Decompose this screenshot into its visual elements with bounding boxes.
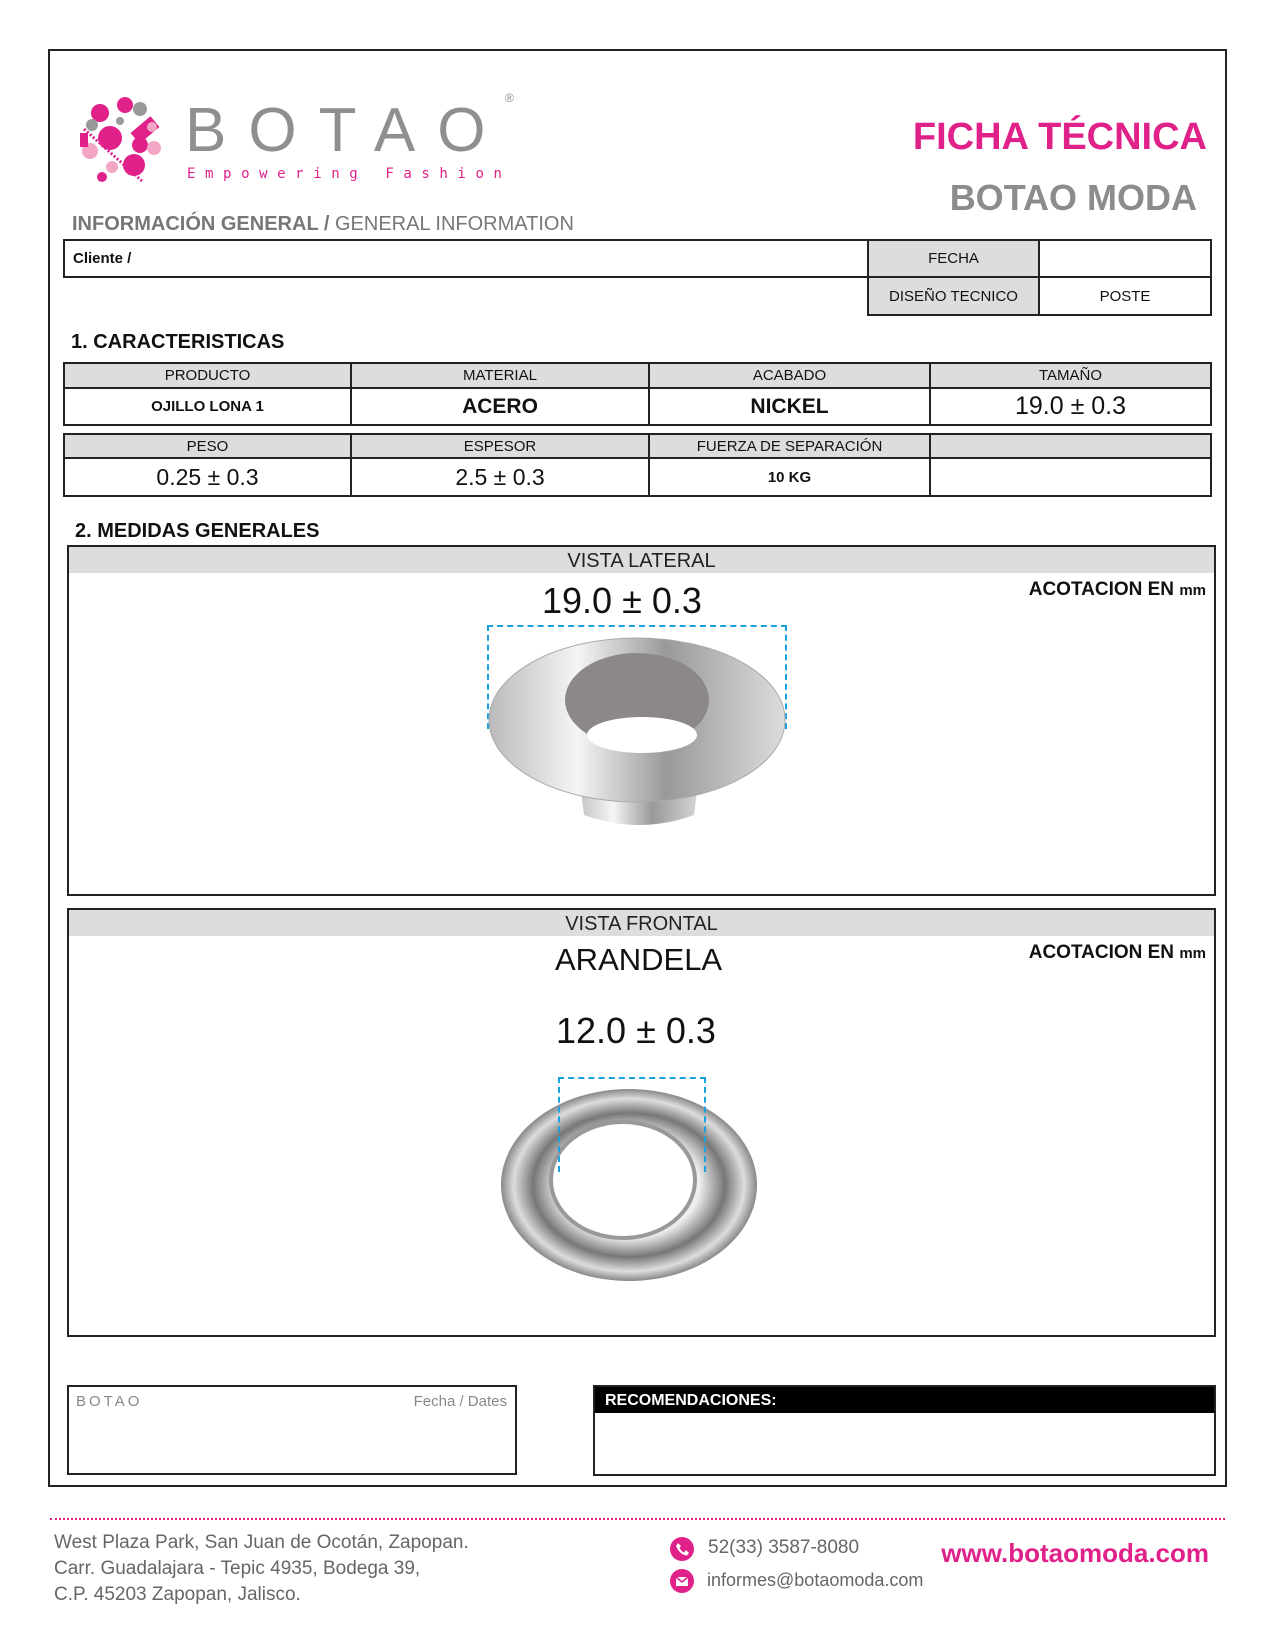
client-field[interactable] bbox=[63, 239, 869, 278]
header-thickness: ESPESOR bbox=[350, 433, 650, 459]
registered-mark: ® bbox=[505, 91, 514, 105]
header-weight: PESO bbox=[63, 433, 352, 459]
heading-en: GENERAL INFORMATION bbox=[334, 213, 574, 235]
units-label: ACOTACION EN bbox=[1028, 579, 1175, 600]
value-finish: NICKEL bbox=[648, 387, 931, 426]
value-product: OJILLO LONA 1 bbox=[63, 387, 352, 426]
header-product: PRODUCTO bbox=[63, 362, 352, 389]
units-note bbox=[1029, 579, 1206, 601]
recommendations-label: RECOMENDACIONES: bbox=[595, 1387, 1214, 1413]
recommendations-box[interactable] bbox=[593, 1385, 1216, 1476]
frontal-view-title: VISTA FRONTAL bbox=[69, 910, 1214, 936]
units-note bbox=[1029, 942, 1206, 964]
footer-email[interactable]: informes@botaomoda.com bbox=[707, 1570, 924, 1590]
units-label: ACOTACION EN bbox=[1028, 942, 1175, 963]
date-value[interactable] bbox=[1038, 239, 1212, 278]
brand-tagline: Empowering Fashion bbox=[187, 166, 512, 182]
footer-divider bbox=[50, 1518, 1225, 1520]
footer-website[interactable]: www.botaomoda.com bbox=[941, 1538, 1209, 1568]
value-separation-force: 10 KG bbox=[648, 457, 931, 497]
phone-icon bbox=[670, 1537, 694, 1561]
units: mm bbox=[1179, 945, 1206, 962]
frontal-dimension-line bbox=[558, 1077, 706, 1172]
header-empty bbox=[929, 433, 1212, 459]
document-subtitle: BOTAO MODA bbox=[949, 177, 1197, 218]
frontal-dimension: 12.0 ± 0.3 bbox=[556, 1010, 716, 1051]
footer-address bbox=[54, 1530, 469, 1608]
design-label: DISEÑO TECNICO bbox=[867, 276, 1040, 316]
signoff-date-label: Fecha / Dates bbox=[413, 1393, 507, 1410]
header-separation-force: FUERZA DE SEPARACIÓN bbox=[648, 433, 931, 459]
header-finish: ACABADO bbox=[648, 362, 931, 389]
lateral-view-title: VISTA LATERAL bbox=[69, 547, 1214, 573]
value-material: ACERO bbox=[350, 387, 650, 426]
email-icon bbox=[670, 1569, 694, 1593]
date-label: FECHA bbox=[867, 239, 1040, 278]
units: mm bbox=[1179, 582, 1206, 599]
address-line: West Plaza Park, San Juan de Ocotán, Zapopan. bbox=[54, 1532, 469, 1553]
measures-heading: 2. MEDIDAS GENERALES bbox=[75, 520, 320, 542]
signoff-box bbox=[67, 1385, 517, 1475]
value-size: 19.0 ± 0.3 bbox=[929, 387, 1212, 426]
frontal-part-name: ARANDELA bbox=[555, 942, 723, 977]
general-info-heading bbox=[72, 213, 574, 236]
address-line: C.P. 45203 Zapopan, Jalisco. bbox=[54, 1584, 301, 1605]
document-title: FICHA TÉCNICA bbox=[912, 116, 1207, 158]
footer-phone: 52(33) 3587-8080 bbox=[708, 1537, 860, 1558]
value-weight: 0.25 ± 0.3 bbox=[63, 457, 352, 497]
botao-logo-icon bbox=[70, 93, 168, 189]
signoff-company: BOTAO bbox=[76, 1393, 143, 1410]
header-size: TAMAÑO bbox=[929, 362, 1212, 389]
design-value[interactable]: POSTE bbox=[1038, 276, 1212, 316]
header-material: MATERIAL bbox=[350, 362, 650, 389]
heading-es: INFORMACIÓN GENERAL / bbox=[72, 213, 330, 235]
lateral-dimension: 19.0 ± 0.3 bbox=[542, 580, 702, 621]
value-empty bbox=[929, 457, 1212, 497]
value-thickness: 2.5 ± 0.3 bbox=[350, 457, 650, 497]
client-label: Cliente / bbox=[73, 250, 132, 267]
eyelet-side-image bbox=[484, 625, 790, 840]
brand-name: BOTAO bbox=[185, 96, 508, 165]
characteristics-heading: 1. CARACTERISTICAS bbox=[71, 331, 285, 353]
address-line: Carr. Guadalajara - Tepic 4935, Bodega 39, bbox=[54, 1558, 421, 1579]
